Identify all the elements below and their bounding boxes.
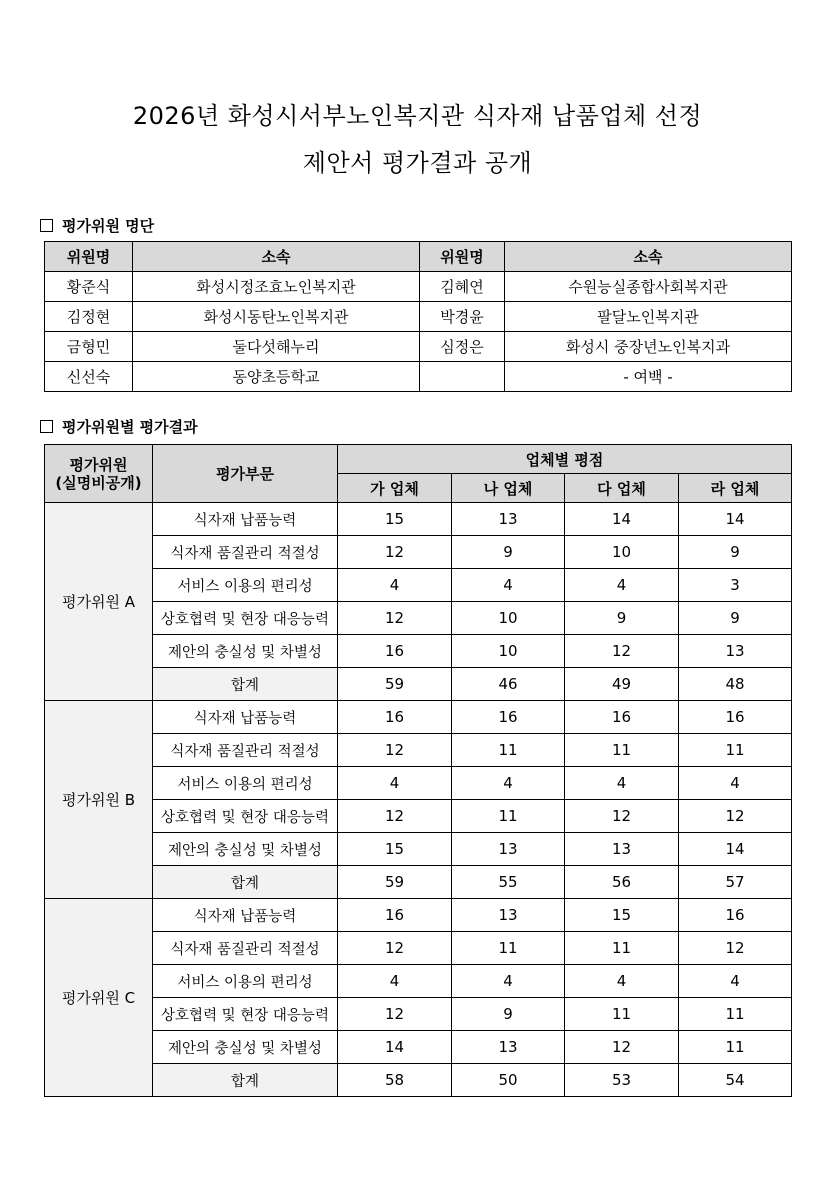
score-cell: 4: [338, 965, 452, 998]
member-name-cell: 김정현: [45, 302, 133, 332]
score-cell: 12: [565, 800, 679, 833]
evaluator-name-cell: 평가위원 B: [45, 701, 153, 899]
score-cell: 15: [338, 503, 452, 536]
score-cell: 57: [679, 866, 792, 899]
score-cell: 11: [565, 932, 679, 965]
score-cell: 12: [338, 800, 452, 833]
member-name-cell: 신선숙: [45, 362, 133, 392]
category-cell: 서비스 이용의 편리성: [153, 965, 338, 998]
score-cell: 14: [679, 833, 792, 866]
score-row: [45, 833, 792, 866]
score-cell: 10: [452, 635, 565, 668]
score-cell: 9: [679, 536, 792, 569]
score-cell: 48: [679, 668, 792, 701]
member-affiliation-cell: 둘다섯해누리: [133, 332, 420, 362]
category-cell: 상호협력 및 현장 대응능력: [153, 800, 338, 833]
score-cell: 12: [565, 1031, 679, 1064]
category-cell: 상호협력 및 현장 대응능력: [153, 998, 338, 1031]
score-cell: 9: [452, 536, 565, 569]
score-cell: 11: [452, 734, 565, 767]
results-table: [44, 444, 792, 1097]
score-cell: 10: [565, 536, 679, 569]
score-row: [45, 800, 792, 833]
total-row: [45, 1064, 792, 1097]
score-cell: 9: [452, 998, 565, 1031]
score-row: [45, 734, 792, 767]
score-cell: 12: [338, 536, 452, 569]
member-name-cell: 박경윤: [420, 302, 505, 332]
member-name-cell: 심정은: [420, 332, 505, 362]
score-cell: 12: [338, 998, 452, 1031]
score-cell: 15: [565, 899, 679, 932]
score-row: [45, 701, 792, 734]
member-name-cell: 금형민: [45, 332, 133, 362]
score-cell: 11: [565, 998, 679, 1031]
score-cell: 4: [338, 569, 452, 602]
score-cell: 16: [338, 635, 452, 668]
results-header-row-1: [45, 445, 792, 474]
evaluator-name-cell: 평가위원 A: [45, 503, 153, 701]
member-affiliation-cell: 화성시동탄노인복지관: [133, 302, 420, 332]
score-row: [45, 932, 792, 965]
total-row: [45, 866, 792, 899]
member-affiliation-cell: 동양초등학교: [133, 362, 420, 392]
score-cell: 11: [679, 998, 792, 1031]
header-vendor-da: 다 업체: [565, 474, 679, 503]
score-cell: 12: [565, 635, 679, 668]
category-cell: 상호협력 및 현장 대응능력: [153, 602, 338, 635]
member-affiliation-cell: 화성시 중장년노인복지과: [505, 332, 792, 362]
score-cell: 4: [452, 767, 565, 800]
score-cell: 53: [565, 1064, 679, 1097]
header-evaluator-line2: (실명비공개): [55, 473, 142, 492]
member-row: [45, 302, 792, 332]
header-member-name: 위원명: [45, 242, 133, 272]
category-cell: 식자재 품질관리 적절성: [153, 536, 338, 569]
score-cell: 50: [452, 1064, 565, 1097]
score-cell: 16: [679, 899, 792, 932]
category-cell: 제안의 충실성 및 차별성: [153, 833, 338, 866]
score-cell: 13: [452, 899, 565, 932]
score-cell: 9: [679, 602, 792, 635]
header-category: 평가부문: [153, 445, 338, 503]
checkbox-square-icon: [40, 219, 53, 232]
score-cell: 16: [338, 899, 452, 932]
score-cell: 11: [565, 734, 679, 767]
score-row: [45, 569, 792, 602]
score-row: [45, 998, 792, 1031]
member-row: [45, 332, 792, 362]
score-cell: 13: [679, 635, 792, 668]
member-affiliation-cell: 팔달노인복지관: [505, 302, 792, 332]
score-cell: 56: [565, 866, 679, 899]
category-cell: 합계: [153, 866, 338, 899]
score-cell: 12: [338, 932, 452, 965]
member-affiliation-cell: 수원능실종합사회복지관: [505, 272, 792, 302]
score-cell: 4: [679, 965, 792, 998]
member-row: [45, 362, 792, 392]
score-cell: 14: [679, 503, 792, 536]
checkbox-square-icon: [40, 420, 53, 433]
score-cell: 13: [452, 1031, 565, 1064]
header-vendor-ga: 가 업체: [338, 474, 452, 503]
score-cell: 49: [565, 668, 679, 701]
document-title-line1: 2026년 화성시서부노인복지관 식자재 납품업체 선정: [132, 102, 703, 130]
score-cell: 3: [679, 569, 792, 602]
category-cell: 식자재 품질관리 적절성: [153, 734, 338, 767]
score-cell: 16: [338, 701, 452, 734]
score-row: [45, 503, 792, 536]
score-cell: 59: [338, 866, 452, 899]
category-cell: 식자재 납품능력: [153, 503, 338, 536]
score-cell: 59: [338, 668, 452, 701]
category-cell: 합계: [153, 668, 338, 701]
header-vendor-na: 나 업체: [452, 474, 565, 503]
score-cell: 11: [452, 932, 565, 965]
score-cell: 12: [679, 932, 792, 965]
header-evaluator: [45, 445, 153, 503]
score-cell: 4: [565, 569, 679, 602]
score-cell: 12: [338, 602, 452, 635]
score-cell: 14: [565, 503, 679, 536]
section-results-heading: [40, 416, 198, 437]
score-cell: 9: [565, 602, 679, 635]
total-row: [45, 668, 792, 701]
members-header-row: [45, 242, 792, 272]
category-cell: 제안의 충실성 및 차별성: [153, 1031, 338, 1064]
evaluator-name-cell: 평가위원 C: [45, 899, 153, 1097]
score-cell: 12: [338, 734, 452, 767]
score-cell: 4: [452, 965, 565, 998]
score-cell: 55: [452, 866, 565, 899]
header-evaluator-line1: 평가위원: [69, 455, 128, 474]
score-cell: 4: [565, 965, 679, 998]
category-cell: 서비스 이용의 편리성: [153, 569, 338, 602]
header-affiliation-2: 소속: [505, 242, 792, 272]
score-cell: 10: [452, 602, 565, 635]
category-cell: 식자재 품질관리 적절성: [153, 932, 338, 965]
member-row: [45, 272, 792, 302]
score-cell: 54: [679, 1064, 792, 1097]
document-title-line2: 제안서 평가결과 공개: [302, 149, 533, 177]
category-cell: 식자재 납품능력: [153, 701, 338, 734]
score-cell: 11: [679, 734, 792, 767]
header-member-name-2: 위원명: [420, 242, 505, 272]
category-cell: 식자재 납품능력: [153, 899, 338, 932]
section-results-label: 평가위원별 평가결과: [62, 418, 198, 436]
score-cell: 15: [338, 833, 452, 866]
score-cell: 13: [565, 833, 679, 866]
score-cell: 16: [452, 701, 565, 734]
score-cell: 13: [452, 833, 565, 866]
member-name-cell: [420, 362, 505, 392]
header-vendor-ra: 라 업체: [679, 474, 792, 503]
score-cell: 11: [452, 800, 565, 833]
member-name-cell: 황준식: [45, 272, 133, 302]
category-cell: 제안의 충실성 및 차별성: [153, 635, 338, 668]
score-cell: 46: [452, 668, 565, 701]
member-affiliation-cell: - 여백 -: [505, 362, 792, 392]
score-cell: 4: [452, 569, 565, 602]
score-cell: 13: [452, 503, 565, 536]
score-cell: 58: [338, 1064, 452, 1097]
score-cell: 4: [338, 767, 452, 800]
score-row: [45, 1031, 792, 1064]
header-vendor-scores: 업체별 평점: [338, 445, 792, 474]
score-row: [45, 536, 792, 569]
score-cell: 11: [679, 1031, 792, 1064]
section-members-heading: [40, 215, 154, 236]
score-cell: 4: [679, 767, 792, 800]
category-cell: 합계: [153, 1064, 338, 1097]
score-row: [45, 965, 792, 998]
score-cell: 14: [338, 1031, 452, 1064]
header-affiliation: 소속: [133, 242, 420, 272]
member-name-cell: 김혜연: [420, 272, 505, 302]
score-cell: 4: [565, 767, 679, 800]
score-cell: 12: [679, 800, 792, 833]
category-cell: 서비스 이용의 편리성: [153, 767, 338, 800]
score-row: [45, 602, 792, 635]
score-cell: 16: [565, 701, 679, 734]
member-affiliation-cell: 화성시정조효노인복지관: [133, 272, 420, 302]
score-row: [45, 635, 792, 668]
score-cell: 16: [679, 701, 792, 734]
score-row: [45, 767, 792, 800]
score-row: [45, 899, 792, 932]
section-members-label: 평가위원 명단: [62, 217, 155, 235]
members-table: [44, 241, 792, 392]
